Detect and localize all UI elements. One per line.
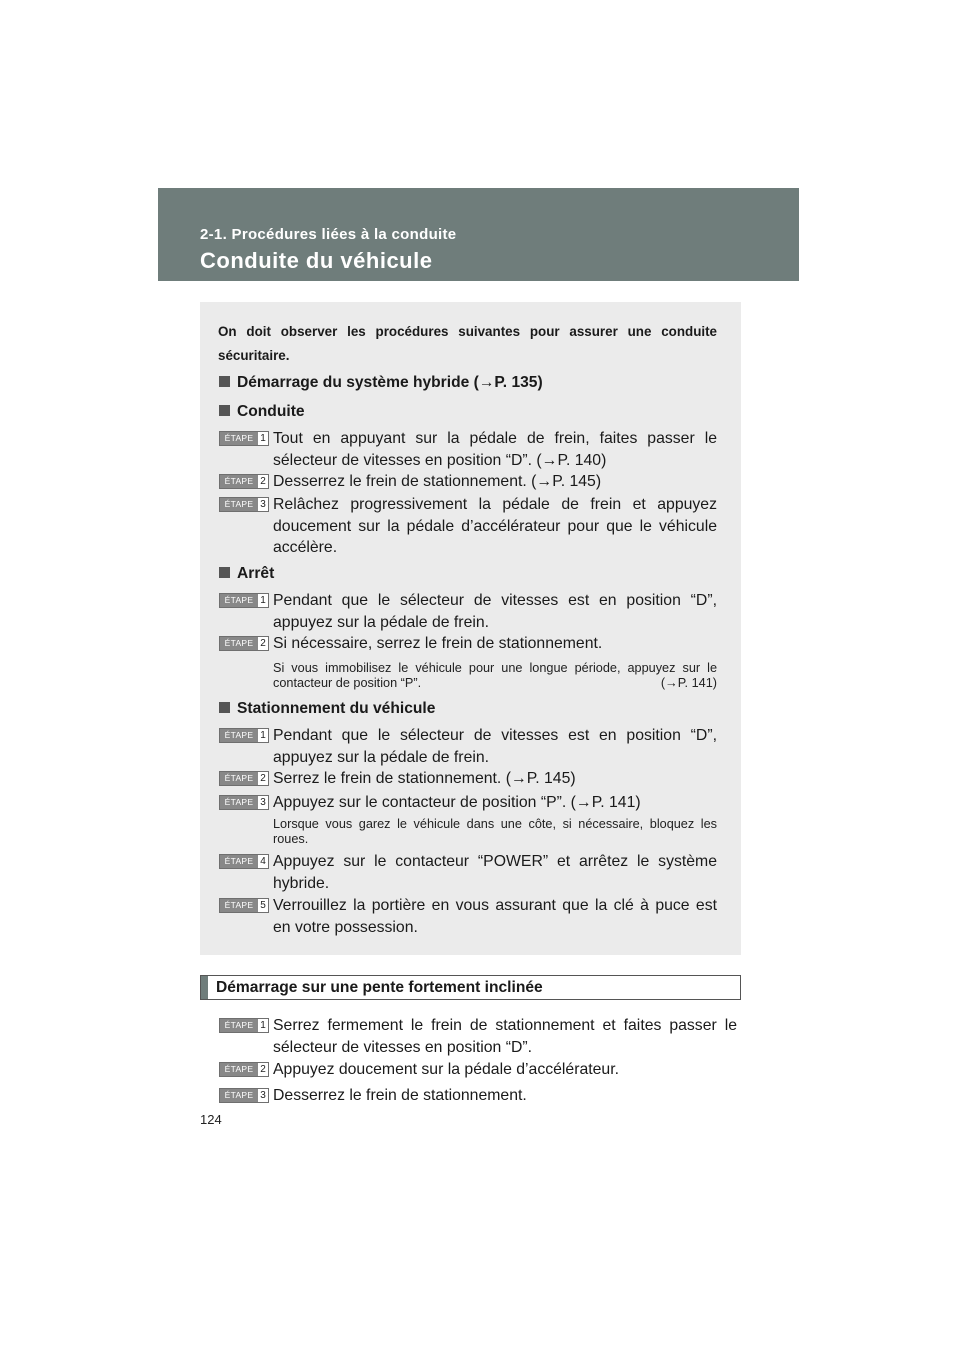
step-word: ÉTAPE bbox=[220, 772, 258, 785]
subsection-accent bbox=[201, 976, 208, 999]
stationnement-note: Lorsque vous garez le véhicule dans une côte, si nécessaire, bloquez les roues. bbox=[273, 817, 717, 846]
step-text: Relâchez progressivement la pédale de frein et appuyez doucement sur la pédale d’accélérateur pour que le véhicule accélère. bbox=[273, 496, 717, 556]
step-number: 5 bbox=[260, 900, 266, 911]
section-label: 2-1. Procédures liées à la conduite bbox=[200, 226, 457, 243]
step-word: ÉTAPE bbox=[220, 594, 258, 607]
step-word: ÉTAPE bbox=[220, 899, 258, 912]
note-reference: (→P. 141) bbox=[660, 676, 717, 690]
step-text: Desserrez le frein de stationnement. (→P. 145) bbox=[273, 473, 602, 490]
heading-arret bbox=[219, 565, 274, 583]
step-number: 1 bbox=[260, 1020, 266, 1031]
step-text: Appuyez sur le contacteur de position “P”. (→P. 141) bbox=[273, 794, 641, 811]
step-number: 2 bbox=[260, 773, 266, 784]
step-badge bbox=[219, 1088, 269, 1103]
step-number: 3 bbox=[260, 797, 266, 808]
page-number: 124 bbox=[200, 1112, 222, 1127]
step-number: 3 bbox=[260, 1090, 266, 1101]
square-bullet-icon bbox=[219, 702, 230, 713]
step-badge bbox=[219, 854, 269, 869]
heading-demarrage bbox=[219, 374, 543, 392]
step-word: ÉTAPE bbox=[220, 1089, 258, 1102]
note-text: Si vous immobilisez le véhicule pour une longue période, appuyez sur le contacteur de position “P”. bbox=[273, 661, 717, 690]
square-bullet-icon bbox=[219, 376, 230, 387]
step-badge bbox=[219, 1018, 269, 1033]
step-text: Appuyez doucement sur la pédale d’accélérateur. bbox=[273, 1061, 619, 1078]
step-text: Tout en appuyant sur la pédale de frein, faites passer le sélecteur de vitesses en position “D”. (→P. 140) bbox=[273, 430, 717, 469]
step-badge bbox=[219, 771, 269, 786]
step-badge bbox=[219, 474, 269, 489]
step-word: ÉTAPE bbox=[220, 637, 258, 650]
step-number: 1 bbox=[260, 595, 266, 606]
step-text: Appuyez sur le contacteur “POWER” et arrêtez le système hybride. bbox=[273, 853, 717, 892]
step-number: 2 bbox=[260, 1064, 266, 1075]
heading-label: Stationnement du véhicule bbox=[237, 700, 436, 717]
step-text: Pendant que le sélecteur de vitesses est en position “D”, appuyez sur la pédale de frein. bbox=[273, 592, 717, 631]
heading-label: Démarrage du système hybride (→P. 135) bbox=[237, 374, 543, 391]
square-bullet-icon bbox=[219, 567, 230, 578]
subsection-title: Démarrage sur une pente fortement inclinée bbox=[216, 979, 543, 996]
step-word: ÉTAPE bbox=[220, 1063, 258, 1076]
step-text: Serrez le frein de stationnement. (→P. 145) bbox=[273, 770, 576, 787]
step-word: ÉTAPE bbox=[220, 498, 258, 511]
step-badge bbox=[219, 795, 269, 810]
step-text: Verrouillez la portière en vous assurant que la clé à puce est en votre possession. bbox=[273, 897, 717, 936]
page-title: Conduite du véhicule bbox=[200, 248, 433, 273]
step-number: 1 bbox=[260, 433, 266, 444]
step-text: Pendant que le sélecteur de vitesses est en position “D”, appuyez sur la pédale de frein. bbox=[273, 727, 717, 766]
step-word: ÉTAPE bbox=[220, 1019, 258, 1032]
step-text: Si nécessaire, serrez le frein de stationnement. bbox=[273, 635, 603, 652]
step-text: Desserrez le frein de stationnement. bbox=[273, 1087, 527, 1104]
step-word: ÉTAPE bbox=[220, 475, 258, 488]
heading-stationnement bbox=[219, 700, 435, 718]
step-number: 4 bbox=[260, 856, 266, 867]
step-number: 2 bbox=[260, 476, 266, 487]
step-badge bbox=[219, 728, 269, 743]
intro-text: On doit observer les procédures suivantes pour assurer une conduite sécuritaire. bbox=[218, 324, 717, 363]
step-number: 2 bbox=[260, 638, 266, 649]
step-word: ÉTAPE bbox=[220, 855, 258, 868]
subsection-header bbox=[200, 975, 741, 1000]
step-word: ÉTAPE bbox=[220, 729, 258, 742]
square-bullet-icon bbox=[219, 405, 230, 416]
step-word: ÉTAPE bbox=[220, 432, 258, 445]
step-badge bbox=[219, 636, 269, 651]
arret-note bbox=[273, 661, 717, 691]
step-badge bbox=[219, 1062, 269, 1077]
heading-label: Arrêt bbox=[237, 565, 275, 582]
step-badge bbox=[219, 593, 269, 608]
step-number: 3 bbox=[260, 499, 266, 510]
heading-conduite bbox=[219, 403, 305, 421]
step-number: 1 bbox=[260, 730, 266, 741]
step-text: Serrez fermement le frein de stationnement et faites passer le sélecteur de vitesses en position “D”. bbox=[273, 1017, 737, 1056]
step-word: ÉTAPE bbox=[220, 796, 258, 809]
step-badge bbox=[219, 898, 269, 913]
heading-label: Conduite bbox=[237, 403, 305, 420]
step-badge bbox=[219, 497, 269, 512]
step-badge bbox=[219, 431, 269, 446]
